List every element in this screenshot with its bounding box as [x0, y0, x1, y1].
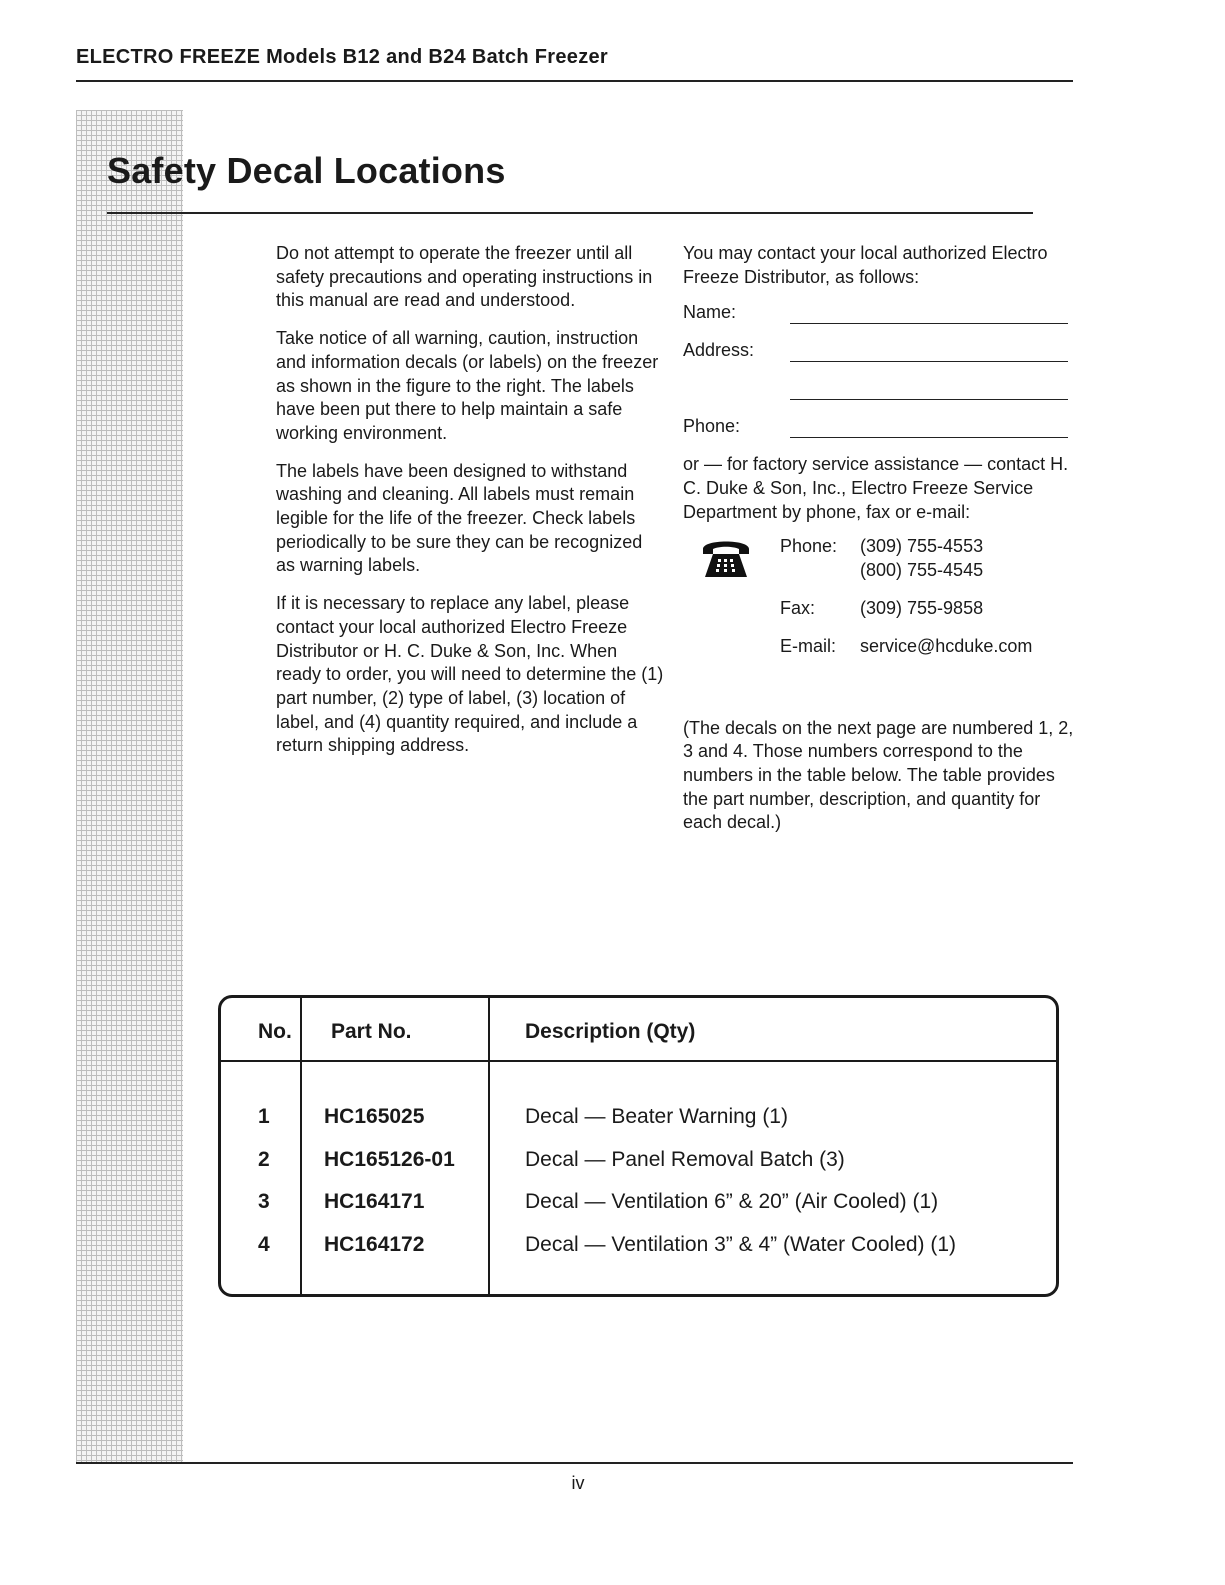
page-title: Safety Decal Locations — [107, 150, 506, 191]
phone-label: Phone: — [683, 416, 741, 437]
table-header-divider — [221, 1060, 1056, 1062]
paragraph-label-durability: The labels have been designed to withstand washing and cleaning. All labels must remain legible for the life of the freezer. Check labels periodically to be sure they can be recognized as warning labels. — [276, 460, 643, 576]
factory-phone-label: Phone: — [780, 535, 838, 556]
table-row — [221, 1190, 1056, 1230]
row-number: 4 — [258, 1233, 270, 1256]
table-row — [221, 1105, 1056, 1145]
address-label: Address: — [683, 340, 755, 361]
footer-divider — [76, 1462, 1073, 1464]
decal-parts-table — [218, 995, 1059, 1297]
row-number: 3 — [258, 1190, 270, 1213]
row-part-number: HC165126-01 — [324, 1148, 455, 1171]
phone-field-row — [683, 415, 1083, 453]
telephone-icon — [699, 535, 753, 581]
address-blank-line — [790, 361, 1068, 362]
row-description: Decal — Panel Removal Batch (3) — [525, 1148, 845, 1171]
row-part-number: HC164172 — [324, 1233, 425, 1256]
factory-fax-number: (309) 755-9858 — [860, 597, 984, 618]
phone-blank-line — [790, 437, 1068, 438]
row-part-number: HC165025 — [324, 1105, 425, 1128]
page-number: iv — [571, 1473, 585, 1493]
row-number: 2 — [258, 1148, 270, 1171]
paragraph-replace-label: If it is necessary to replace any label, please contact your local authorized Electro Freeze Distributor or H. C. Duke & Son, Inc. When ready to order, you will need to determine the (1) part number, (2) type of label, (3) location of label, and (4) quantity required, and include a return shipping address. — [276, 593, 664, 756]
row-number: 1 — [258, 1105, 270, 1128]
decorative-grid-strip — [76, 110, 183, 1462]
factory-phone-1: (309) 755-4553 — [860, 535, 984, 556]
row-description: Decal — Ventilation 6” & 20” (Air Cooled) (1) — [525, 1190, 939, 1213]
title-divider — [107, 212, 1033, 214]
factory-phone-2: (800) 755-4545 — [860, 559, 984, 580]
decal-numbering-note: (The decals on the next page are numbered 1, 2, 3 and 4. Those numbers correspond to the numbers in the table below. The table provides the part number, description, and quantity for each decal.) — [683, 717, 1074, 833]
paragraph-operate-warning: Do not attempt to operate the freezer until all safety precautions and operating instructions in this manual are read and understood. — [276, 243, 653, 311]
row-description: Decal — Ventilation 3” & 4” (Water Cooled) (1) — [525, 1233, 957, 1256]
table-header-part-no: Part No. — [331, 1020, 412, 1043]
table-header-no: No. — [258, 1020, 292, 1043]
header-divider — [76, 80, 1073, 82]
distributor-intro: You may contact your local authorized Electro Freeze Distributor, as follows: — [683, 243, 1048, 287]
address-second-row — [683, 377, 1083, 415]
factory-contact-block — [683, 535, 1083, 695]
address-blank-line-2 — [790, 399, 1068, 400]
row-part-number: HC164171 — [324, 1190, 425, 1213]
factory-email-address: service@hcduke.com — [860, 635, 1033, 656]
factory-service-text: or — for factory service assistance — contact H. C. Duke & Son, Inc., Electro Freeze Service Department by phone, fax or e-mail: — [683, 454, 1069, 522]
name-label: Name: — [683, 302, 737, 323]
row-description: Decal — Beater Warning (1) — [525, 1105, 788, 1128]
paragraph-notice-decals: Take notice of all warning, caution, instruction and information decals (or labels) on the freezer as shown in the figure to the right. The labels have been put there to help maintain a safe working environment. — [276, 328, 659, 443]
right-column — [683, 242, 1083, 835]
factory-fax-label: Fax: — [780, 597, 816, 618]
address-field-row — [683, 339, 1083, 377]
table-row — [221, 1233, 1056, 1273]
factory-email-label: E-mail: — [780, 635, 837, 656]
table-header-description: Description (Qty) — [525, 1020, 696, 1043]
name-field-row — [683, 301, 1083, 339]
document-header-title: ELECTRO FREEZE Models B12 and B24 Batch Freezer — [76, 46, 608, 68]
table-row — [221, 1148, 1056, 1188]
name-blank-line — [790, 323, 1068, 324]
left-column — [276, 242, 666, 772]
